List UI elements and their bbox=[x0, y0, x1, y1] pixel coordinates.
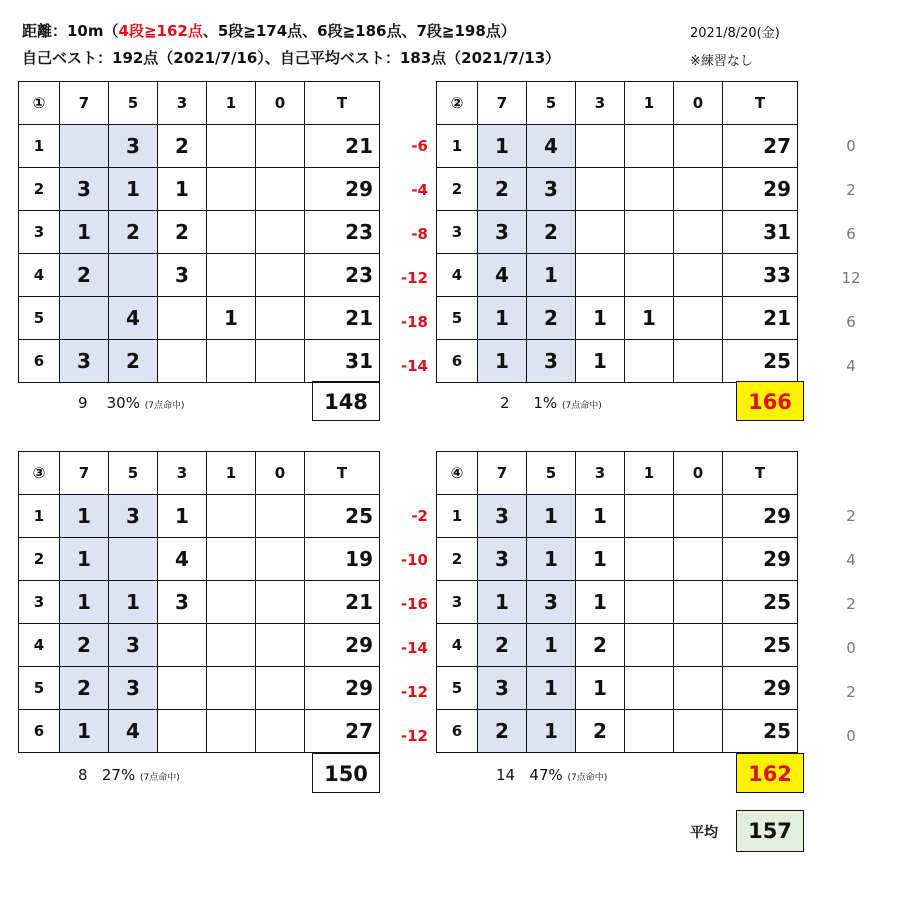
round-3-total: 150 bbox=[312, 753, 380, 793]
end-row bbox=[437, 710, 798, 753]
count-3 bbox=[158, 667, 207, 710]
end-diff: 0 bbox=[846, 639, 856, 657]
count-7: 4 bbox=[478, 254, 527, 297]
count-1 bbox=[625, 624, 674, 667]
count-1 bbox=[625, 538, 674, 581]
count-3: 1 bbox=[576, 581, 625, 624]
column-header: 0 bbox=[256, 82, 305, 125]
count-1 bbox=[207, 254, 256, 297]
count-0 bbox=[256, 211, 305, 254]
count-7: 3 bbox=[478, 211, 527, 254]
count-7: 2 bbox=[478, 168, 527, 211]
count-5: 3 bbox=[527, 340, 576, 383]
count-5: 2 bbox=[109, 340, 158, 383]
end-number: 5 bbox=[437, 297, 478, 340]
end-diff: -12 bbox=[400, 683, 428, 701]
column-header: 3 bbox=[576, 82, 625, 125]
count-0 bbox=[256, 495, 305, 538]
end-total: 29 bbox=[305, 667, 380, 710]
distance-rules: 距離：10m（4段≧162点、5段≧174点、6段≧186点、7段≧198点） bbox=[22, 22, 516, 40]
count-0 bbox=[256, 538, 305, 581]
count-1 bbox=[207, 581, 256, 624]
end-number: 6 bbox=[437, 710, 478, 753]
count-3: 1 bbox=[576, 667, 625, 710]
count-7: 1 bbox=[478, 125, 527, 168]
count-0 bbox=[256, 710, 305, 753]
count-5: 1 bbox=[527, 254, 576, 297]
count-1 bbox=[207, 125, 256, 168]
end-row bbox=[19, 667, 380, 710]
count-7: 3 bbox=[60, 340, 109, 383]
count-1 bbox=[207, 710, 256, 753]
round-4-summary: 14 47% (7点命中) bbox=[496, 766, 608, 784]
count-3: 2 bbox=[158, 125, 207, 168]
count-1 bbox=[207, 211, 256, 254]
round-3-summary: 8 27% (7点命中) bbox=[78, 766, 180, 784]
average-score: 157 bbox=[736, 810, 804, 852]
end-diff: -10 bbox=[400, 551, 428, 569]
count-1: 1 bbox=[625, 297, 674, 340]
end-diff: -2 bbox=[411, 507, 428, 525]
column-header: 5 bbox=[527, 452, 576, 495]
column-header: 5 bbox=[109, 82, 158, 125]
end-diff: -16 bbox=[400, 595, 428, 613]
count-7: 3 bbox=[60, 168, 109, 211]
column-header: T bbox=[723, 82, 798, 125]
count-5 bbox=[109, 538, 158, 581]
count-3: 1 bbox=[158, 168, 207, 211]
count-5: 4 bbox=[109, 710, 158, 753]
end-diff: -14 bbox=[400, 357, 428, 375]
end-number: 2 bbox=[437, 168, 478, 211]
count-0 bbox=[674, 168, 723, 211]
count-3: 2 bbox=[576, 624, 625, 667]
count-0 bbox=[256, 581, 305, 624]
end-diff: 0 bbox=[846, 137, 856, 155]
end-total: 29 bbox=[305, 624, 380, 667]
count-0 bbox=[674, 254, 723, 297]
count-7: 2 bbox=[60, 667, 109, 710]
count-0 bbox=[256, 340, 305, 383]
count-0 bbox=[674, 125, 723, 168]
count-0 bbox=[256, 125, 305, 168]
round-1-table bbox=[18, 81, 380, 383]
end-row bbox=[19, 125, 380, 168]
count-5: 1 bbox=[527, 710, 576, 753]
column-header: 1 bbox=[625, 452, 674, 495]
end-total: 25 bbox=[723, 581, 798, 624]
count-0 bbox=[674, 340, 723, 383]
column-header: 1 bbox=[207, 82, 256, 125]
end-number: 3 bbox=[437, 581, 478, 624]
count-5: 4 bbox=[527, 125, 576, 168]
end-total: 27 bbox=[723, 125, 798, 168]
end-row bbox=[19, 168, 380, 211]
end-number: 1 bbox=[437, 495, 478, 538]
end-row bbox=[19, 254, 380, 297]
end-number: 4 bbox=[19, 624, 60, 667]
end-total: 25 bbox=[305, 495, 380, 538]
round-label: ③ bbox=[19, 452, 60, 495]
count-0 bbox=[674, 211, 723, 254]
end-diff: 2 bbox=[846, 181, 856, 199]
count-3: 3 bbox=[158, 581, 207, 624]
end-row bbox=[437, 297, 798, 340]
end-diff: -8 bbox=[411, 225, 428, 243]
count-3 bbox=[576, 211, 625, 254]
count-7: 1 bbox=[60, 495, 109, 538]
count-3 bbox=[158, 297, 207, 340]
count-1 bbox=[207, 667, 256, 710]
end-total: 29 bbox=[723, 538, 798, 581]
end-total: 21 bbox=[305, 297, 380, 340]
end-diff: -12 bbox=[400, 269, 428, 287]
end-diff: 0 bbox=[846, 727, 856, 745]
count-3: 2 bbox=[158, 211, 207, 254]
count-7 bbox=[60, 297, 109, 340]
round-1-total: 148 bbox=[312, 381, 380, 421]
count-1 bbox=[625, 168, 674, 211]
count-7: 1 bbox=[478, 297, 527, 340]
column-header: 1 bbox=[207, 452, 256, 495]
end-row bbox=[437, 340, 798, 383]
end-row bbox=[19, 581, 380, 624]
count-0 bbox=[674, 581, 723, 624]
count-1 bbox=[625, 710, 674, 753]
count-5: 1 bbox=[527, 538, 576, 581]
count-5: 3 bbox=[527, 581, 576, 624]
count-1 bbox=[207, 624, 256, 667]
end-number: 5 bbox=[19, 667, 60, 710]
count-7: 1 bbox=[478, 581, 527, 624]
count-1 bbox=[207, 168, 256, 211]
end-row bbox=[19, 538, 380, 581]
count-1 bbox=[207, 495, 256, 538]
end-total: 29 bbox=[723, 168, 798, 211]
count-7: 2 bbox=[478, 624, 527, 667]
column-header: 7 bbox=[478, 82, 527, 125]
count-5: 4 bbox=[109, 297, 158, 340]
session-date: 2021/8/20(金) bbox=[690, 26, 780, 41]
end-row bbox=[437, 254, 798, 297]
count-7: 1 bbox=[60, 211, 109, 254]
column-header: 0 bbox=[674, 82, 723, 125]
round-4-table bbox=[436, 451, 798, 753]
count-5: 1 bbox=[109, 581, 158, 624]
round-1-summary: 9 30% (7点命中) bbox=[78, 394, 185, 412]
end-number: 2 bbox=[19, 538, 60, 581]
end-diff: 4 bbox=[846, 357, 856, 375]
count-0 bbox=[256, 297, 305, 340]
count-1 bbox=[207, 340, 256, 383]
count-5: 3 bbox=[527, 168, 576, 211]
count-5: 1 bbox=[527, 624, 576, 667]
count-7: 2 bbox=[60, 254, 109, 297]
round-2-total: 166 bbox=[736, 381, 804, 421]
count-1 bbox=[625, 254, 674, 297]
end-diff: 6 bbox=[846, 313, 856, 331]
end-number: 5 bbox=[19, 297, 60, 340]
column-header: 3 bbox=[576, 452, 625, 495]
end-number: 6 bbox=[19, 710, 60, 753]
count-5 bbox=[109, 254, 158, 297]
column-header: 7 bbox=[60, 82, 109, 125]
count-3: 1 bbox=[576, 538, 625, 581]
column-header: 1 bbox=[625, 82, 674, 125]
count-5: 2 bbox=[527, 297, 576, 340]
count-3 bbox=[576, 254, 625, 297]
end-diff: -4 bbox=[411, 181, 428, 199]
column-header: 7 bbox=[478, 452, 527, 495]
end-diff: -18 bbox=[400, 313, 428, 331]
end-total: 31 bbox=[723, 211, 798, 254]
end-number: 3 bbox=[19, 211, 60, 254]
end-total: 31 bbox=[305, 340, 380, 383]
count-5: 3 bbox=[109, 667, 158, 710]
count-1 bbox=[625, 125, 674, 168]
count-3 bbox=[576, 168, 625, 211]
count-5: 2 bbox=[109, 211, 158, 254]
end-number: 3 bbox=[437, 211, 478, 254]
end-diff: 12 bbox=[841, 269, 861, 287]
count-3: 1 bbox=[576, 297, 625, 340]
end-row bbox=[19, 495, 380, 538]
end-number: 1 bbox=[19, 495, 60, 538]
end-number: 4 bbox=[437, 624, 478, 667]
end-row bbox=[437, 581, 798, 624]
end-number: 4 bbox=[437, 254, 478, 297]
column-header: 5 bbox=[527, 82, 576, 125]
count-1 bbox=[625, 211, 674, 254]
count-1 bbox=[625, 340, 674, 383]
end-number: 1 bbox=[437, 125, 478, 168]
count-3: 1 bbox=[158, 495, 207, 538]
count-0 bbox=[256, 168, 305, 211]
count-5: 3 bbox=[109, 495, 158, 538]
end-total: 25 bbox=[723, 624, 798, 667]
column-header: 0 bbox=[674, 452, 723, 495]
count-7: 1 bbox=[60, 581, 109, 624]
end-total: 29 bbox=[723, 667, 798, 710]
column-header: 7 bbox=[60, 452, 109, 495]
end-row bbox=[437, 667, 798, 710]
end-diff: 2 bbox=[846, 683, 856, 701]
end-total: 25 bbox=[723, 710, 798, 753]
count-1: 1 bbox=[207, 297, 256, 340]
end-diff: -12 bbox=[400, 727, 428, 745]
end-total: 29 bbox=[723, 495, 798, 538]
count-5: 1 bbox=[527, 667, 576, 710]
count-7: 3 bbox=[478, 667, 527, 710]
end-total: 23 bbox=[305, 254, 380, 297]
count-1 bbox=[625, 581, 674, 624]
column-header: T bbox=[723, 452, 798, 495]
end-row bbox=[19, 340, 380, 383]
round-2-table bbox=[436, 81, 798, 383]
count-5: 1 bbox=[109, 168, 158, 211]
end-diff: -6 bbox=[411, 137, 428, 155]
count-7: 1 bbox=[60, 538, 109, 581]
end-total: 21 bbox=[305, 581, 380, 624]
count-1 bbox=[207, 538, 256, 581]
count-3 bbox=[158, 340, 207, 383]
end-row bbox=[19, 297, 380, 340]
count-3 bbox=[158, 624, 207, 667]
count-1 bbox=[625, 495, 674, 538]
column-header: 3 bbox=[158, 452, 207, 495]
end-total: 25 bbox=[723, 340, 798, 383]
count-0 bbox=[674, 495, 723, 538]
count-1 bbox=[625, 667, 674, 710]
end-total: 27 bbox=[305, 710, 380, 753]
personal-best: 自己ベスト：192点（2021/7/16）、自己平均ベスト：183点（2021/7/13） bbox=[22, 49, 561, 67]
end-diff: -14 bbox=[400, 639, 428, 657]
end-row bbox=[437, 495, 798, 538]
end-row bbox=[437, 125, 798, 168]
count-3: 1 bbox=[576, 495, 625, 538]
count-5: 3 bbox=[109, 125, 158, 168]
end-diff: 2 bbox=[846, 507, 856, 525]
end-row bbox=[19, 211, 380, 254]
end-total: 33 bbox=[723, 254, 798, 297]
end-row bbox=[437, 168, 798, 211]
count-5: 1 bbox=[527, 495, 576, 538]
end-total: 21 bbox=[305, 125, 380, 168]
end-total: 19 bbox=[305, 538, 380, 581]
end-number: 2 bbox=[437, 538, 478, 581]
end-row bbox=[437, 538, 798, 581]
round-2-summary: 2 1% (7点命中) bbox=[500, 394, 602, 412]
count-7: 1 bbox=[60, 710, 109, 753]
count-0 bbox=[674, 667, 723, 710]
round-3-table bbox=[18, 451, 380, 753]
count-7: 1 bbox=[478, 340, 527, 383]
count-0 bbox=[674, 538, 723, 581]
end-row bbox=[19, 624, 380, 667]
rank-4-threshold: 4段≧162点 bbox=[118, 22, 203, 40]
count-0 bbox=[256, 624, 305, 667]
end-diff: 2 bbox=[846, 595, 856, 613]
count-7: 2 bbox=[60, 624, 109, 667]
count-5: 3 bbox=[109, 624, 158, 667]
count-3: 4 bbox=[158, 538, 207, 581]
count-7: 3 bbox=[478, 538, 527, 581]
end-total: 21 bbox=[723, 297, 798, 340]
round-label: ④ bbox=[437, 452, 478, 495]
column-header: 3 bbox=[158, 82, 207, 125]
count-3: 3 bbox=[158, 254, 207, 297]
end-number: 4 bbox=[19, 254, 60, 297]
count-0 bbox=[256, 667, 305, 710]
column-header: T bbox=[305, 82, 380, 125]
end-row bbox=[437, 211, 798, 254]
end-number: 1 bbox=[19, 125, 60, 168]
count-0 bbox=[256, 254, 305, 297]
end-number: 5 bbox=[437, 667, 478, 710]
round-4-total: 162 bbox=[736, 753, 804, 793]
column-header: 0 bbox=[256, 452, 305, 495]
count-3: 1 bbox=[576, 340, 625, 383]
count-7: 2 bbox=[478, 710, 527, 753]
count-3 bbox=[158, 710, 207, 753]
round-label: ② bbox=[437, 82, 478, 125]
column-header: T bbox=[305, 452, 380, 495]
count-7: 3 bbox=[478, 495, 527, 538]
count-5: 2 bbox=[527, 211, 576, 254]
round-label: ① bbox=[19, 82, 60, 125]
count-7 bbox=[60, 125, 109, 168]
end-number: 3 bbox=[19, 581, 60, 624]
end-diff: 6 bbox=[846, 225, 856, 243]
column-header: 5 bbox=[109, 452, 158, 495]
end-row bbox=[19, 710, 380, 753]
end-diff: 4 bbox=[846, 551, 856, 569]
count-3: 2 bbox=[576, 710, 625, 753]
count-0 bbox=[674, 710, 723, 753]
count-0 bbox=[674, 297, 723, 340]
count-0 bbox=[674, 624, 723, 667]
end-total: 23 bbox=[305, 211, 380, 254]
end-row bbox=[437, 624, 798, 667]
end-number: 2 bbox=[19, 168, 60, 211]
average-label: 平均 bbox=[690, 825, 718, 841]
end-total: 29 bbox=[305, 168, 380, 211]
end-number: 6 bbox=[19, 340, 60, 383]
count-3 bbox=[576, 125, 625, 168]
end-number: 6 bbox=[437, 340, 478, 383]
session-note: ※練習なし bbox=[690, 54, 753, 69]
